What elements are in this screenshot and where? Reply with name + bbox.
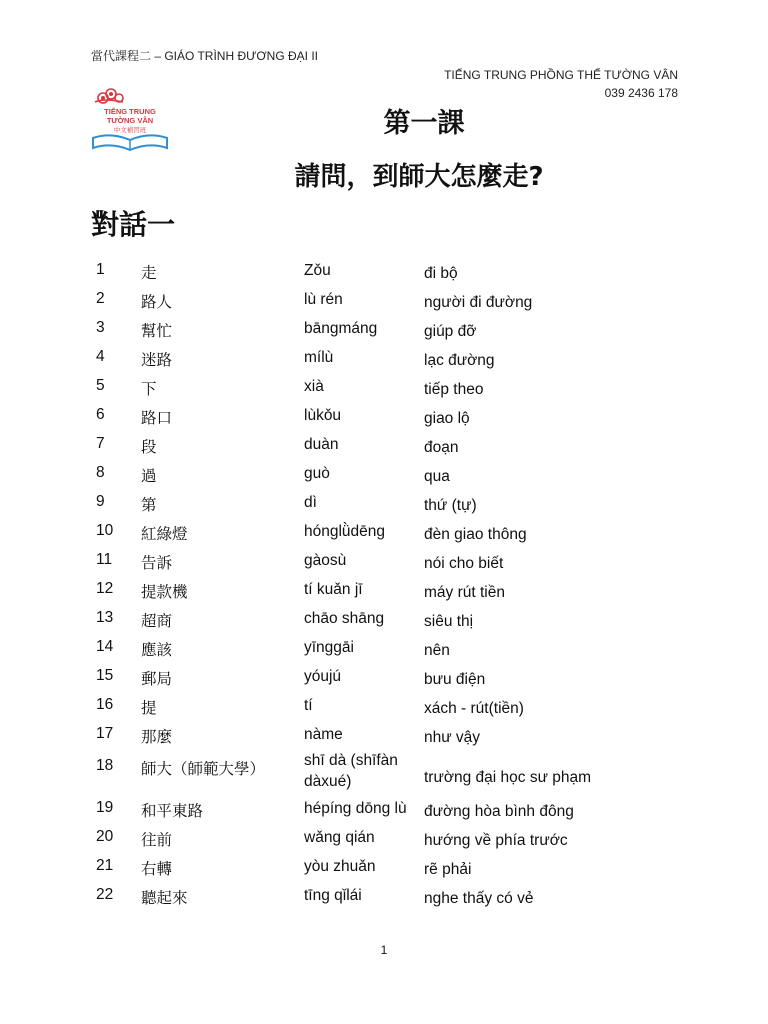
vocab-meaning: giúp đỡ xyxy=(424,323,477,340)
vocab-number: 5 xyxy=(96,377,105,394)
header-school-info xyxy=(444,66,678,102)
vocab-pinyin: lù rén xyxy=(304,291,343,308)
vocab-hanzi: 那麼 xyxy=(141,728,173,746)
vocab-hanzi: 過 xyxy=(141,467,157,485)
vocab-meaning: bưu điện xyxy=(424,671,486,688)
vocab-number: 4 xyxy=(96,348,105,365)
vocab-pinyin: shī dà (shīfàn dàxué) xyxy=(304,752,398,790)
vocab-row xyxy=(96,287,696,316)
vocab-hanzi: 和平東路 xyxy=(141,802,204,820)
school-phone: 039 2436 178 xyxy=(604,86,678,100)
vocab-hanzi: 紅綠燈 xyxy=(141,525,188,543)
vocab-row xyxy=(96,374,696,403)
vocab-row xyxy=(96,664,696,693)
vocab-meaning: đoạn xyxy=(424,439,459,456)
page-number: 1 xyxy=(380,943,388,957)
vocab-hanzi: 告訴 xyxy=(141,554,173,572)
vocab-meaning: hướng về phía trước xyxy=(424,832,568,849)
vocab-number: 7 xyxy=(96,435,105,452)
vocab-number: 10 xyxy=(96,522,114,539)
vocab-row xyxy=(96,403,696,432)
vocab-hanzi: 郵局 xyxy=(141,670,173,688)
vocab-meaning: nên xyxy=(424,642,450,659)
vocab-hanzi: 提 xyxy=(141,699,157,717)
vocab-meaning: thứ (tự) xyxy=(424,497,477,514)
vocab-hanzi: 提款機 xyxy=(141,583,188,601)
vocab-meaning: rẽ phải xyxy=(424,861,472,878)
vocab-number: 17 xyxy=(96,725,114,742)
header-course-title: 當代課程二 – GIÁO TRÌNH ĐƯƠNG ĐẠI II xyxy=(91,49,319,63)
vocab-hanzi: 右轉 xyxy=(141,860,173,878)
vocab-meaning: siêu thị xyxy=(424,613,474,630)
lesson-title: 第一課 xyxy=(383,108,465,139)
vocab-pinyin: yòu zhuǎn xyxy=(304,858,376,875)
vocab-pinyin: gàosù xyxy=(304,552,347,569)
vocab-pinyin: wǎng qián xyxy=(304,829,375,846)
vocab-number: 9 xyxy=(96,493,105,510)
school-name: TIẾNG TRUNG PHỒNG THỂ TƯỜNG VÂN xyxy=(444,68,678,82)
vocab-number: 3 xyxy=(96,319,105,336)
vocab-number: 2 xyxy=(96,290,105,307)
vocab-row xyxy=(96,345,696,374)
vocab-row xyxy=(96,825,696,854)
vocab-pinyin: dì xyxy=(304,494,317,511)
vocab-row xyxy=(96,883,696,912)
vocab-number: 11 xyxy=(96,551,113,568)
vocab-pinyin: yīnggāi xyxy=(304,639,354,656)
vocab-meaning: nói cho biết xyxy=(424,555,504,572)
vocab-meaning: giao lộ xyxy=(424,410,470,427)
vocab-row xyxy=(96,490,696,519)
vocab-meaning: xách - rút(tiền) xyxy=(424,700,524,717)
vocab-pinyin: lùkǒu xyxy=(304,407,342,424)
vocab-hanzi: 迷路 xyxy=(141,351,173,369)
section-title: 對話一 xyxy=(91,208,176,241)
vocab-pinyin: bāngmáng xyxy=(304,320,378,337)
vocab-row xyxy=(96,854,696,883)
vocab-number: 6 xyxy=(96,406,105,423)
vocab-number: 15 xyxy=(96,667,114,684)
vocab-hanzi: 往前 xyxy=(141,831,173,849)
vocab-row xyxy=(96,519,696,548)
logo-line2: TƯỜNG VÂN xyxy=(106,116,154,125)
vocab-hanzi: 路口 xyxy=(141,409,173,427)
vocab-meaning: máy rút tiền xyxy=(424,584,505,601)
vocab-number: 22 xyxy=(96,886,114,903)
vocab-row xyxy=(96,693,696,722)
vocab-hanzi: 師大（師範大學） xyxy=(141,760,266,778)
vocab-row xyxy=(96,635,696,664)
vocab-number: 8 xyxy=(96,464,105,481)
vocab-hanzi: 聽起來 xyxy=(141,889,188,907)
vocab-hanzi: 超商 xyxy=(141,612,173,630)
vocab-meaning: tiếp theo xyxy=(424,381,484,398)
vocab-row xyxy=(96,548,696,577)
vocab-row xyxy=(96,258,696,287)
vocab-number: 16 xyxy=(96,696,114,713)
vocab-row xyxy=(96,722,696,751)
vocab-pinyin: hónglǜdēng xyxy=(304,523,386,540)
vocab-pinyin: guò xyxy=(304,465,330,482)
vocab-row xyxy=(96,751,696,796)
vocab-number: 21 xyxy=(96,857,114,874)
vocab-pinyin: Zǒu xyxy=(304,262,331,279)
vocab-row xyxy=(96,577,696,606)
vocab-number: 19 xyxy=(96,799,114,816)
vocab-number: 14 xyxy=(96,638,114,655)
logo-line1: TIẾNG TRUNG xyxy=(104,107,156,116)
vocab-pinyin: duàn xyxy=(304,436,339,453)
vocab-number: 13 xyxy=(96,609,114,626)
vocab-number: 20 xyxy=(96,828,114,845)
vocab-meaning: lạc đường xyxy=(424,352,495,369)
vocab-hanzi: 應該 xyxy=(141,641,173,659)
vocab-meaning: trường đại học sư phạm xyxy=(424,769,592,786)
vocab-pinyin: nàme xyxy=(304,726,343,743)
vocab-hanzi: 幫忙 xyxy=(141,322,173,340)
vocab-pinyin: tīng qǐlái xyxy=(304,887,362,904)
vocab-meaning: người đi đường xyxy=(424,294,533,311)
vocab-row xyxy=(96,316,696,345)
lesson-subtitle: 請問，到師大怎麼走? xyxy=(294,162,544,192)
vocabulary-list xyxy=(96,258,696,912)
vocab-pinyin: hépíng dōng lù xyxy=(304,800,407,817)
vocab-meaning: nghe thấy có vẻ xyxy=(424,890,534,907)
vocab-number: 18 xyxy=(96,757,114,774)
logo-line3: 中文補習班 xyxy=(113,126,147,134)
vocab-meaning: như vậy xyxy=(424,729,481,746)
vocab-pinyin: tí kuǎn jī xyxy=(304,581,363,598)
vocab-meaning: đi bộ xyxy=(424,265,458,282)
vocab-row xyxy=(96,432,696,461)
vocab-row xyxy=(96,606,696,635)
vocab-pinyin: xià xyxy=(304,378,324,395)
vocab-row xyxy=(96,461,696,490)
vocab-number: 12 xyxy=(96,580,114,597)
vocab-hanzi: 第 xyxy=(141,496,157,514)
vocab-hanzi: 段 xyxy=(141,438,157,456)
vocab-hanzi: 路人 xyxy=(141,293,173,311)
vocab-number: 1 xyxy=(96,261,105,278)
vocab-hanzi: 下 xyxy=(141,380,157,398)
vocab-row xyxy=(96,796,696,825)
vocab-pinyin: tí xyxy=(304,697,313,714)
vocab-hanzi: 走 xyxy=(141,264,157,282)
vocab-meaning: qua xyxy=(424,468,450,485)
vocab-pinyin: chāo shāng xyxy=(304,610,385,627)
vocab-pinyin: mílù xyxy=(304,349,334,366)
vocab-pinyin: yóujú xyxy=(304,668,342,685)
vocab-meaning: đèn giao thông xyxy=(424,526,527,543)
vocab-meaning: đường hòa bình đông xyxy=(424,803,574,820)
